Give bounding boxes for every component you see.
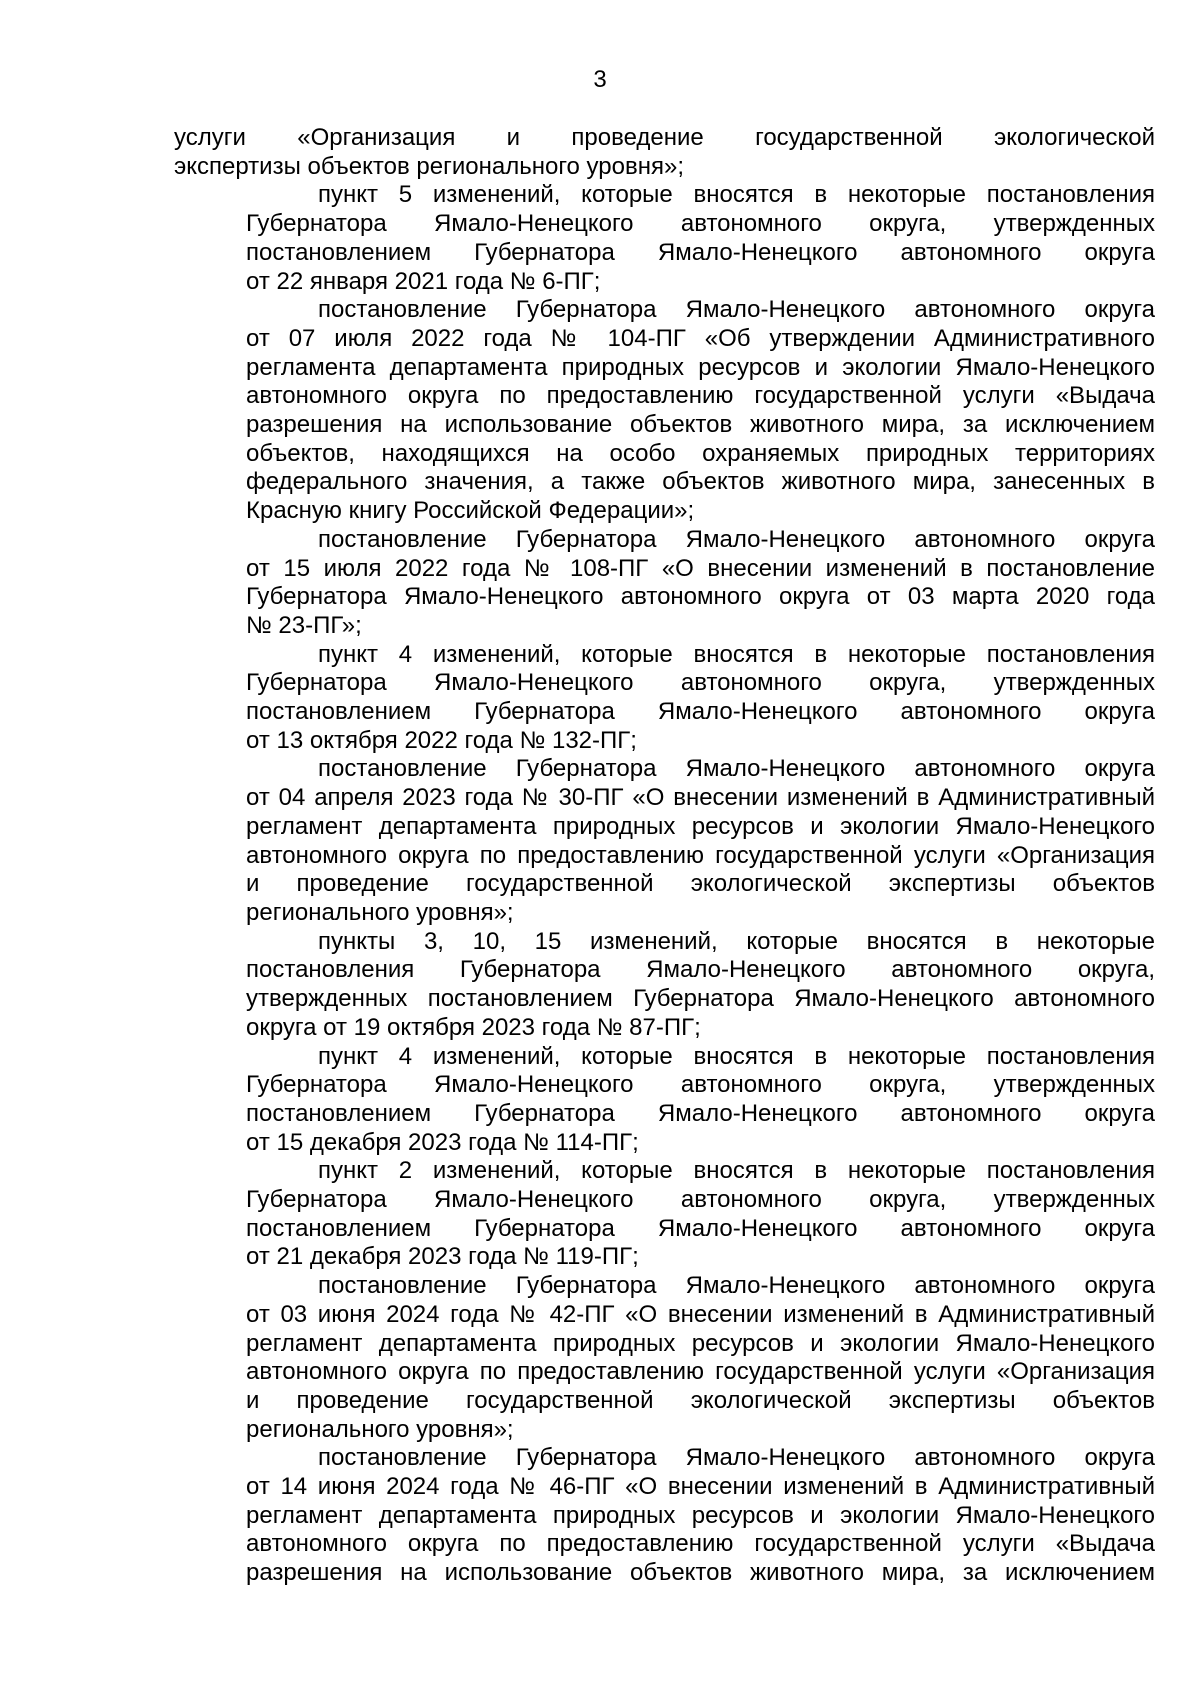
paragraph	[174, 1157, 1155, 1272]
text-line: постановлением Губернатора Ямало-Ненецкого автономного округа	[246, 1099, 1155, 1127]
text-line: экспертизы объектов регионального уровня»;	[174, 152, 684, 180]
text-line: автономного округа по предоставлению государственной услуги «Организация	[246, 1358, 1155, 1386]
text-line: услуги «Организация и проведение государственной экологической	[174, 124, 1155, 151]
paragraph	[174, 296, 1155, 526]
text-line: от 03 июня 2024 года № 42-ПГ «О внесении изменений в Административный	[246, 1300, 1155, 1328]
text-line: регламента департамента природных ресурсов и экологии Ямало-Ненецкого	[246, 353, 1155, 381]
text-line: Губернатора Ямало-Ненецкого автономного округа, утвержденных	[246, 1071, 1155, 1099]
text-line: разрешения на использование объектов животного мира, за исключением	[246, 1559, 1155, 1587]
paragraph	[174, 1444, 1155, 1588]
document-body	[174, 124, 1155, 1588]
text-line: постановлением Губернатора Ямало-Ненецкого автономного округа	[246, 238, 1155, 266]
text-line: от 07 июля 2022 года № 104-ПГ «Об утверждении Административного	[246, 324, 1155, 352]
page-number: 3	[593, 66, 607, 93]
paragraph	[174, 1272, 1155, 1444]
text-line: № 23-ПГ»;	[246, 611, 362, 639]
text-line: пункты 3, 10, 15 изменений, которые вносятся в некоторые	[318, 927, 1155, 955]
text-line: регламент департамента природных ресурсов и экологии Ямало-Ненецкого	[246, 1501, 1155, 1529]
text-line: регионального уровня»;	[246, 898, 514, 926]
text-line: постановления Губернатора Ямало-Ненецкого автономного округа,	[246, 956, 1155, 984]
paragraph	[174, 755, 1155, 927]
text-line: Губернатора Ямало-Ненецкого автономного округа, утвержденных	[246, 669, 1155, 697]
paragraph	[174, 641, 1155, 756]
text-line: пункт 4 изменений, которые вносятся в некоторые постановления	[318, 640, 1155, 668]
text-line: Губернатора Ямало-Ненецкого автономного округа, утвержденных	[246, 210, 1155, 238]
text-line: от 15 июля 2022 года № 108-ПГ «О внесении изменений в постановление	[246, 554, 1155, 582]
text-line: Красную книгу Российской Федерации»;	[246, 497, 695, 525]
text-line: постановление Губернатора Ямало-Ненецкого автономного округа	[318, 296, 1155, 324]
text-line: пункт 4 изменений, которые вносятся в некоторые постановления	[318, 1042, 1155, 1070]
text-line: автономного округа по предоставлению государственной услуги «Выдача	[246, 1530, 1155, 1558]
text-line: от 14 июня 2024 года № 46-ПГ «О внесении изменений в Административный	[246, 1473, 1155, 1501]
text-line: от 13 октября 2022 года № 132-ПГ;	[246, 726, 637, 754]
paragraph	[174, 928, 1155, 1043]
text-line: разрешения на использование объектов животного мира, за исключением	[246, 411, 1155, 439]
text-line: постановление Губернатора Ямало-Ненецкого автономного округа	[318, 1272, 1155, 1300]
text-line: автономного округа по предоставлению государственной услуги «Выдача	[246, 382, 1155, 410]
text-line: постановлением Губернатора Ямало-Ненецкого автономного округа	[246, 1214, 1155, 1242]
paragraph	[174, 181, 1155, 296]
text-line: от 04 апреля 2023 года № 30-ПГ «О внесении изменений в Административный	[246, 784, 1155, 812]
text-line: постановление Губернатора Ямало-Ненецкого автономного округа	[318, 755, 1155, 783]
text-line: постановлением Губернатора Ямало-Ненецкого автономного округа	[246, 698, 1155, 726]
text-line: пункт 5 изменений, которые вносятся в некоторые постановления	[318, 181, 1155, 209]
text-line: регламент департамента природных ресурсов и экологии Ямало-Ненецкого	[246, 812, 1155, 840]
text-line: постановление Губернатора Ямало-Ненецкого автономного округа	[318, 1444, 1155, 1472]
text-line: автономного округа по предоставлению государственной услуги «Организация	[246, 841, 1155, 869]
text-line: регионального уровня»;	[246, 1415, 514, 1443]
text-line: объектов, находящихся на особо охраняемых природных территориях	[246, 439, 1155, 467]
text-line: от 21 декабря 2023 года № 119-ПГ;	[246, 1243, 639, 1271]
text-line: пункт 2 изменений, которые вносятся в некоторые постановления	[318, 1157, 1155, 1185]
text-line: от 15 декабря 2023 года № 114-ПГ;	[246, 1128, 639, 1156]
text-line: и проведение государственной экологической экспертизы объектов	[246, 870, 1155, 898]
text-line: регламент департамента природных ресурсов и экологии Ямало-Ненецкого	[246, 1329, 1155, 1357]
text-line: постановление Губернатора Ямало-Ненецкого автономного округа	[318, 525, 1155, 553]
text-line: Губернатора Ямало-Ненецкого автономного округа от 03 марта 2020 года	[246, 583, 1155, 611]
text-line: округа от 19 октября 2023 года № 87-ПГ;	[246, 1013, 701, 1041]
paragraph	[174, 1043, 1155, 1158]
text-line: утвержденных постановлением Губернатора Ямало-Ненецкого автономного	[246, 985, 1155, 1013]
text-line: от 22 января 2021 года № 6-ПГ;	[246, 267, 601, 295]
text-line: и проведение государственной экологической экспертизы объектов	[246, 1386, 1155, 1414]
paragraph	[174, 124, 1155, 181]
paragraph	[174, 526, 1155, 641]
text-line: Губернатора Ямало-Ненецкого автономного округа, утвержденных	[246, 1186, 1155, 1214]
text-line: федерального значения, а также объектов животного мира, занесенных в	[246, 468, 1155, 496]
